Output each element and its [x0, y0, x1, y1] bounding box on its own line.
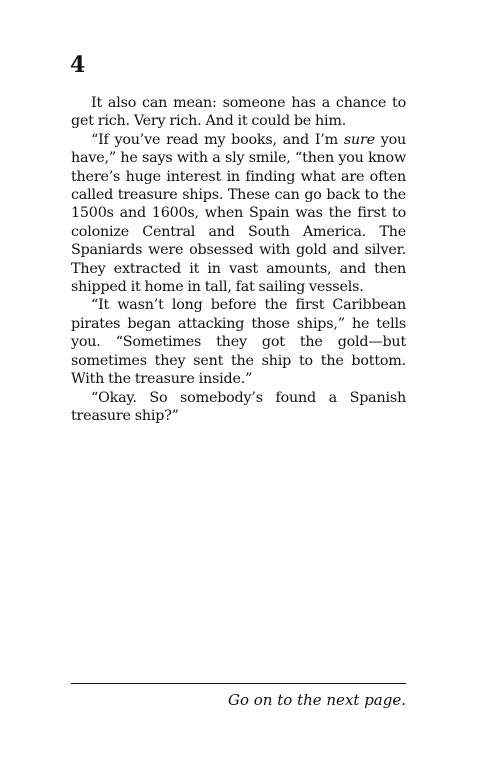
- paragraph-1-text: It also can mean: someone has a chance to get rich. Very rich. And it could be him.: [71, 95, 406, 130]
- paragraph-2-emphasis: sure: [343, 131, 375, 148]
- paragraph-2-text-b: you have,” he says with a sly smile, “then you know there’s huge interest in finding what are often called treasure ships. These can go back to the 1500s and 1600s, when Spain was the first to colonize Central and South America. The Spaniards were obsessed with gold and silver. They extracted it in vast amounts, and then shipped it home in tall, fat sailing vessels.: [71, 131, 406, 296]
- paragraph-4: [71, 389, 406, 426]
- paragraph-2-text-a: “If you’ve read my books, and I’m: [91, 131, 344, 148]
- next-page-prompt: Go on to the next page.: [228, 691, 406, 709]
- paragraph-4-text: “Okay. So somebody’s found a Spanish treasure ship?”: [71, 389, 406, 424]
- body-text: [71, 94, 406, 425]
- paragraph-3-text: “It wasn’t long before the first Caribbean pirates began attacking those ships,” he tells you. “Sometimes they got the gold—but sometimes they sent the ship to the bottom. With the treasure inside.”: [71, 297, 406, 388]
- paragraph-3: [71, 296, 406, 388]
- paragraph-2: [71, 131, 406, 297]
- footer-rule: [71, 683, 406, 684]
- page-number: 4: [70, 52, 86, 78]
- paragraph-1: [71, 94, 406, 131]
